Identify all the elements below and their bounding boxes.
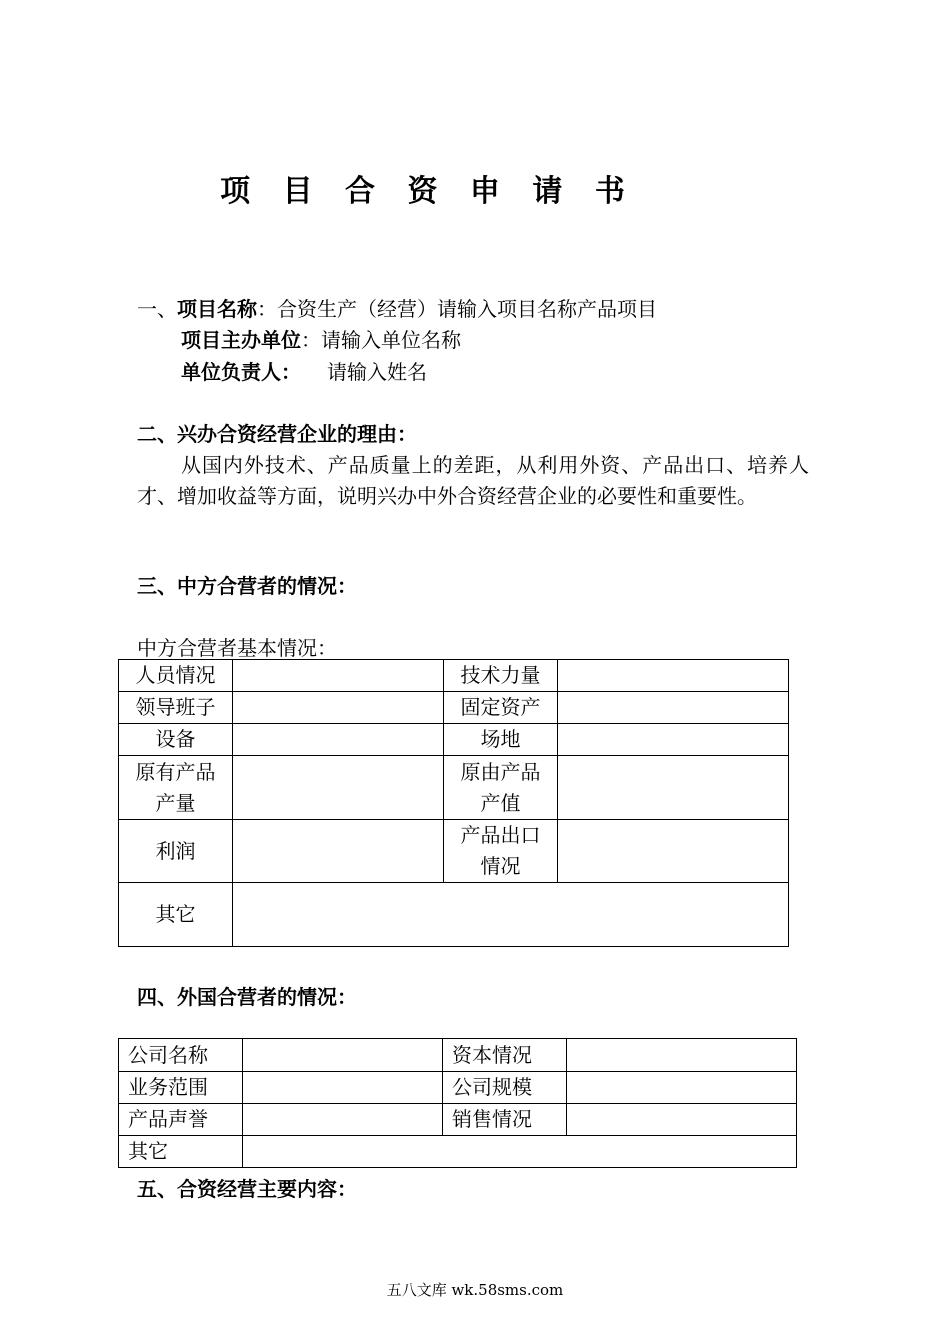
table-row — [119, 724, 789, 756]
table-label-cell: 产品出口情况 — [444, 820, 558, 883]
leader-line — [181, 357, 427, 388]
leader-label: 单位负责人： — [181, 360, 301, 384]
project-name-value: 合资生产（经营）请输入项目名称产品项目 — [277, 297, 657, 321]
table-input-cell[interactable] — [233, 883, 789, 947]
table-input-cell[interactable] — [233, 692, 444, 724]
table-label-cell: 公司名称 — [119, 1039, 243, 1072]
table-label-cell: 人员情况 — [119, 660, 233, 692]
section3-heading: 三、中方合营者的情况： — [137, 574, 357, 598]
table-input-cell[interactable] — [243, 1136, 797, 1168]
table-row — [119, 1072, 797, 1104]
table-input-cell[interactable] — [567, 1104, 797, 1136]
table-input-cell[interactable] — [567, 1072, 797, 1104]
section4-heading: 四、外国合营者的情况： — [137, 985, 357, 1009]
table-label-cell: 公司规模 — [443, 1072, 567, 1104]
table-input-cell[interactable] — [558, 820, 789, 883]
table-input-cell[interactable] — [558, 724, 789, 756]
table-label-cell: 销售情况 — [443, 1104, 567, 1136]
table-row — [119, 820, 789, 883]
sponsor-line — [181, 325, 461, 356]
table-label-cell: 领导班子 — [119, 692, 233, 724]
page-title: 项 目 合 资 申 请 书 — [220, 174, 636, 209]
colon: ： — [257, 297, 277, 321]
chinese-partner-table — [118, 659, 789, 947]
table-row — [119, 1104, 797, 1136]
sponsor-value: 请输入单位名称 — [321, 328, 461, 352]
table-row — [119, 1039, 797, 1072]
table-label-cell: 利润 — [119, 820, 233, 883]
section2-heading: 二、兴办合资经营企业的理由： — [137, 422, 417, 446]
section2-body: 从国内外技术、产品质量上的差距，从利用外资、产品出口、培养人才、增加收益等方面，说明兴办中外合资经营企业的必要性和重要性。 — [137, 453, 809, 508]
table-label-cell: 其它 — [119, 883, 233, 947]
table-row — [119, 756, 789, 820]
table-row — [119, 883, 789, 947]
table-input-cell[interactable] — [558, 756, 789, 820]
table-input-cell[interactable] — [233, 724, 444, 756]
table-input-cell[interactable] — [233, 820, 444, 883]
sponsor-label: 项目主办单位 — [181, 328, 301, 352]
table-label-cell: 场地 — [444, 724, 558, 756]
table-label-cell: 原由产品产值 — [444, 756, 558, 820]
table-input-cell[interactable] — [558, 692, 789, 724]
table-label-cell: 固定资产 — [444, 692, 558, 724]
section5-heading: 五、合资经营主要内容： — [137, 1177, 357, 1201]
table-label-cell: 产品声誉 — [119, 1104, 243, 1136]
table-label-cell: 业务范围 — [119, 1072, 243, 1104]
table-label-cell: 设备 — [119, 724, 233, 756]
table-input-cell[interactable] — [558, 660, 789, 692]
table-input-cell[interactable] — [243, 1072, 443, 1104]
section3-table-caption: 中方合营者基本情况： — [137, 636, 337, 660]
table-label-cell: 技术力量 — [444, 660, 558, 692]
foreign-partner-table — [118, 1038, 797, 1168]
colon: ： — [301, 328, 321, 352]
table-label-cell: 原有产品产量 — [119, 756, 233, 820]
project-name-line — [137, 294, 657, 325]
table-input-cell[interactable] — [243, 1039, 443, 1072]
table-row — [119, 1136, 797, 1168]
table-input-cell[interactable] — [567, 1039, 797, 1072]
table-input-cell[interactable] — [243, 1104, 443, 1136]
leader-value: 请输入姓名 — [327, 360, 427, 384]
table-label-cell: 其它 — [119, 1136, 243, 1168]
footer-watermark: 五八文库 wk.58sms.com — [386, 1281, 564, 1299]
section-number: 一、 — [137, 297, 177, 321]
table-label-cell: 资本情况 — [443, 1039, 567, 1072]
table-row — [119, 660, 789, 692]
table-input-cell[interactable] — [233, 660, 444, 692]
table-input-cell[interactable] — [233, 756, 444, 820]
table-row — [119, 692, 789, 724]
project-name-label: 项目名称 — [177, 297, 257, 321]
